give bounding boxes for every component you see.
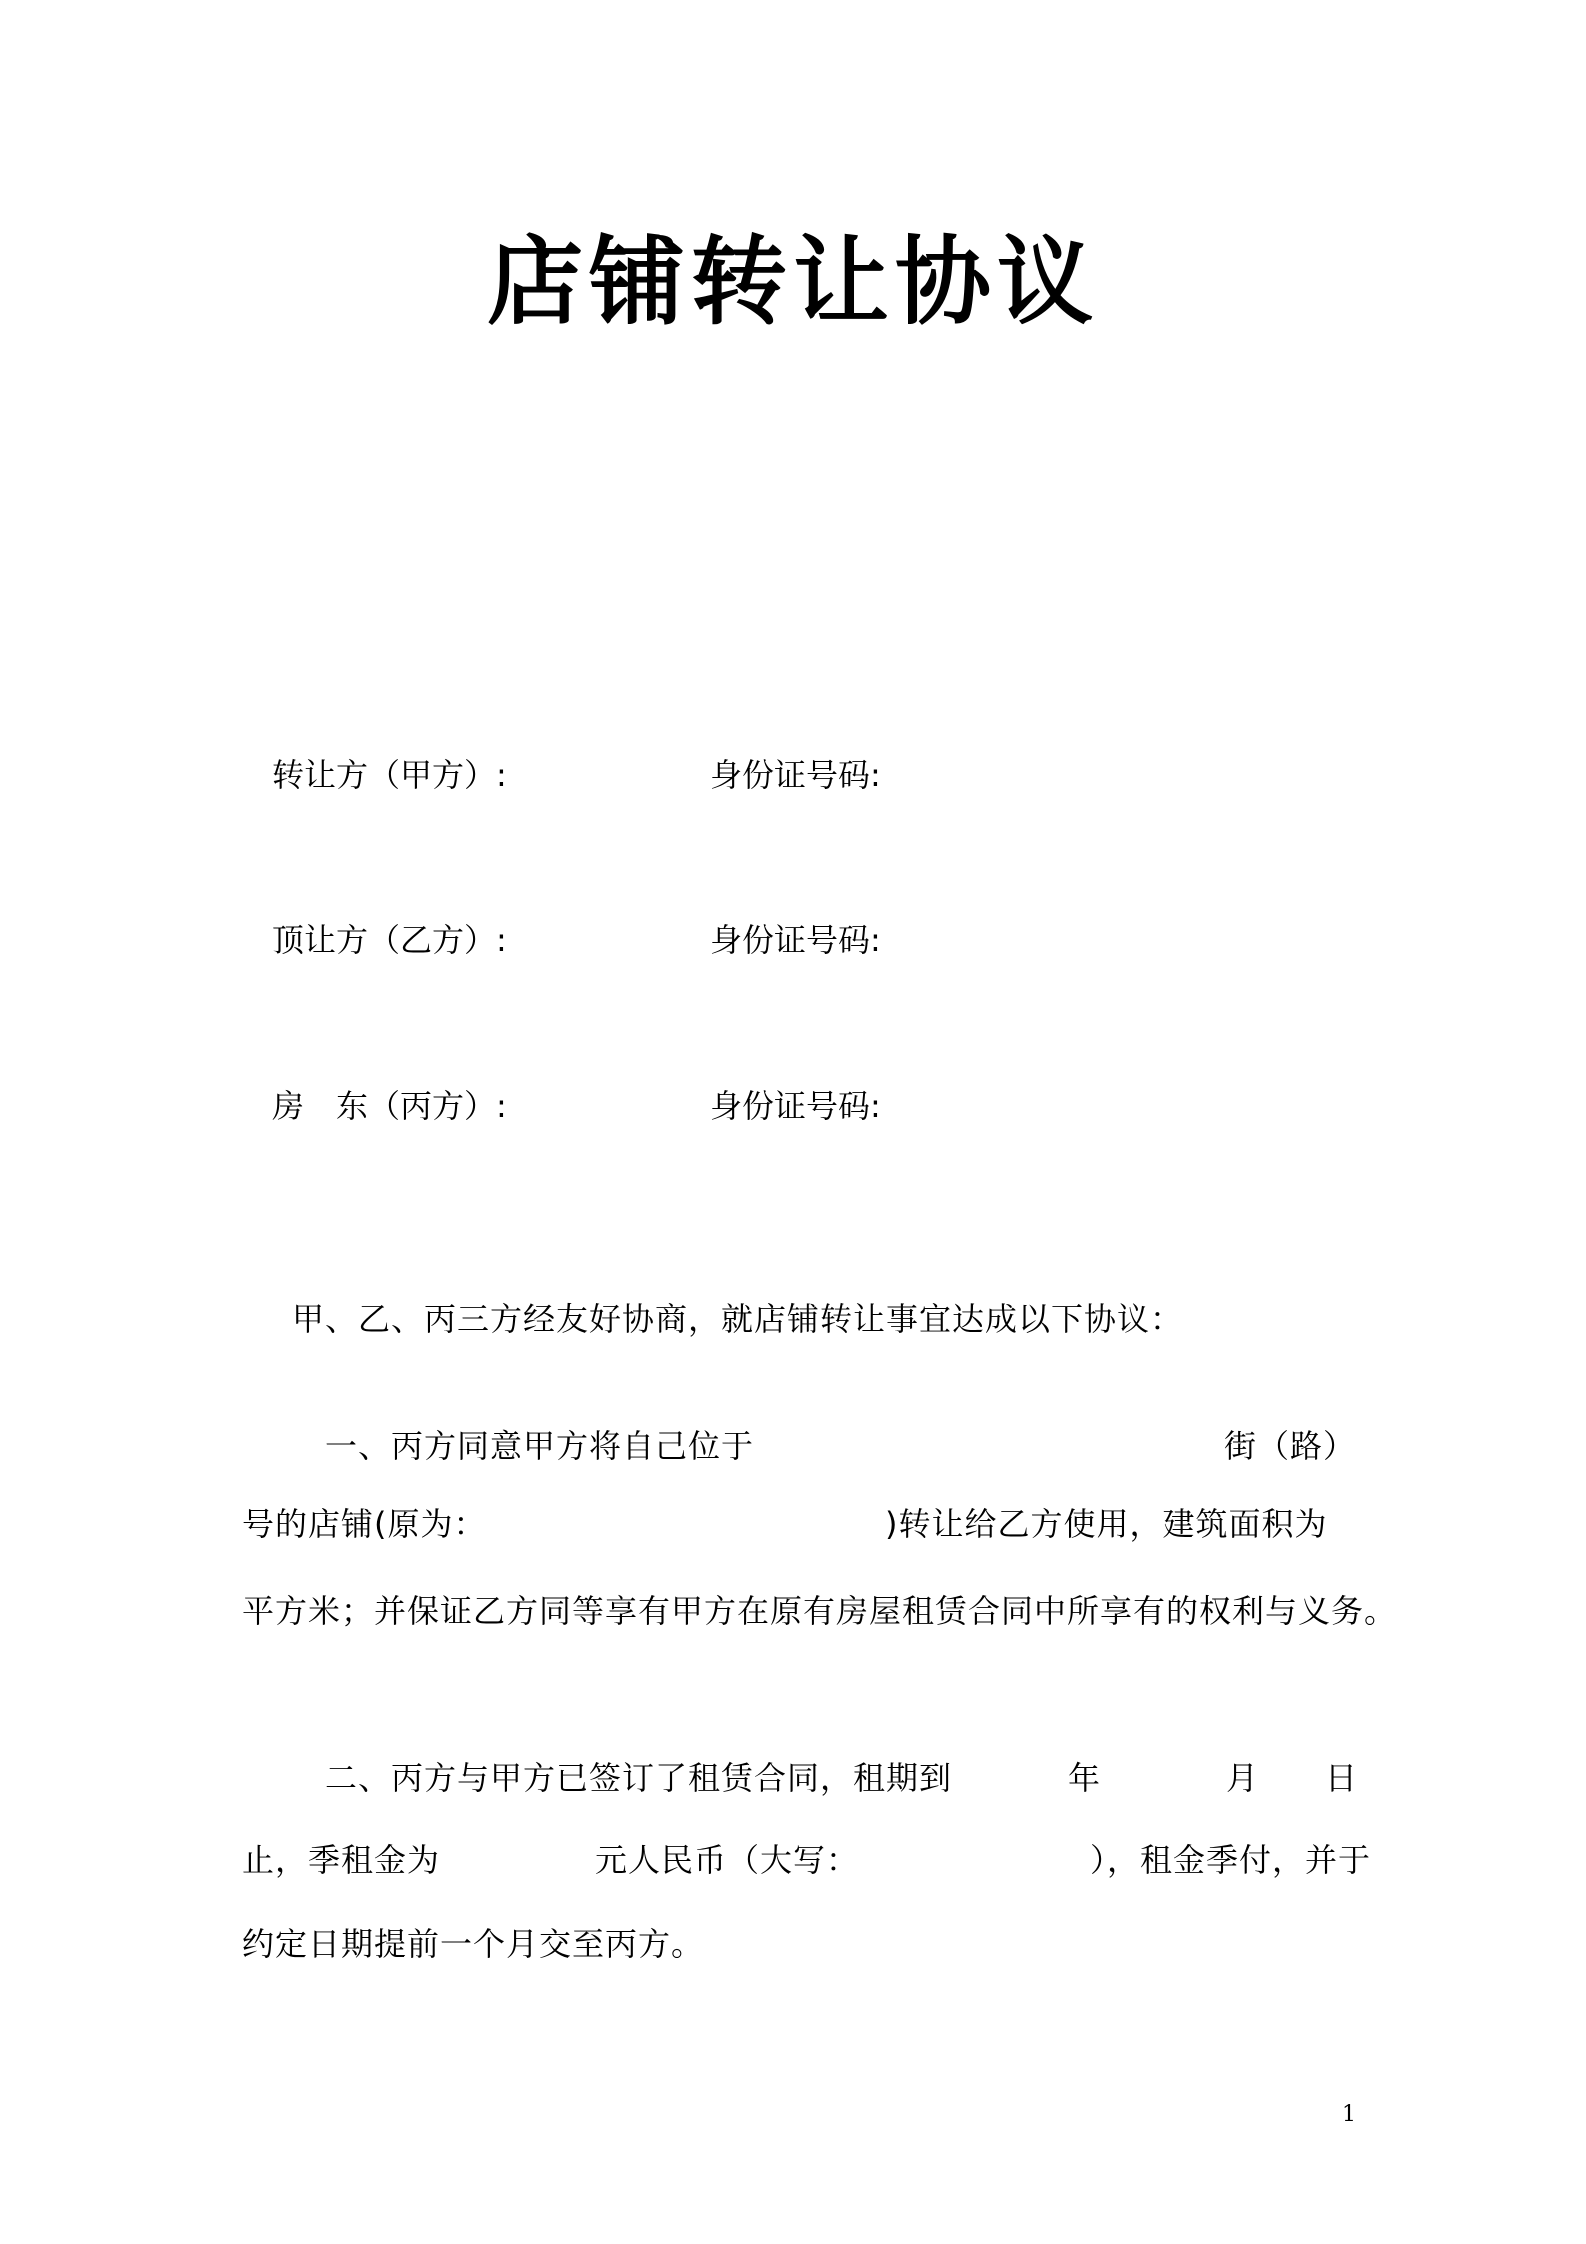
document-title: 店铺转让协议 — [487, 226, 1099, 338]
clause2-line2-mid: 元人民币（大写： — [595, 1841, 860, 1879]
clause2-day: 日 — [1325, 1759, 1359, 1797]
clause1-line2-end: )转让给乙方使用，建筑面积为 — [885, 1505, 1328, 1543]
clause1-line2-start: 号的店铺(原为： — [242, 1505, 487, 1543]
intro-paragraph: 甲、乙、丙三方经友好协商，就店铺转让事宜达成以下协议： — [292, 1300, 1184, 1338]
transferor-label: 转让方（甲方）: — [272, 756, 507, 794]
landlord-id-label: 身份证号码: — [710, 1087, 881, 1125]
clause2-line2-end: ），租金季付，并于 — [1090, 1841, 1372, 1879]
page-number: 1 — [1342, 2102, 1356, 2127]
clause2-line2-start: 止，季租金为 — [242, 1841, 441, 1879]
clause1-line1-end: 街（路） — [1224, 1427, 1357, 1465]
clause2-line1-start: 二、丙方与甲方已签订了租赁合同，租期到 — [325, 1759, 953, 1797]
clause1-line3: 平方米；并保证乙方同等享有甲方在原有房屋租赁合同中所享有的权利与义务。 — [242, 1592, 1398, 1630]
clause2-month: 月 — [1226, 1759, 1260, 1797]
transferee-id-label: 身份证号码: — [710, 921, 881, 959]
landlord-label: 房 东（丙方）: — [272, 1087, 507, 1125]
transferor-id-label: 身份证号码: — [710, 756, 881, 794]
clause2-year: 年 — [1068, 1759, 1102, 1797]
clause1-line1-start: 一、丙方同意甲方将自己位于 — [325, 1427, 755, 1465]
clause2-line3: 约定日期提前一个月交至丙方。 — [242, 1925, 705, 1963]
transferee-label: 顶让方（乙方）: — [272, 921, 507, 959]
